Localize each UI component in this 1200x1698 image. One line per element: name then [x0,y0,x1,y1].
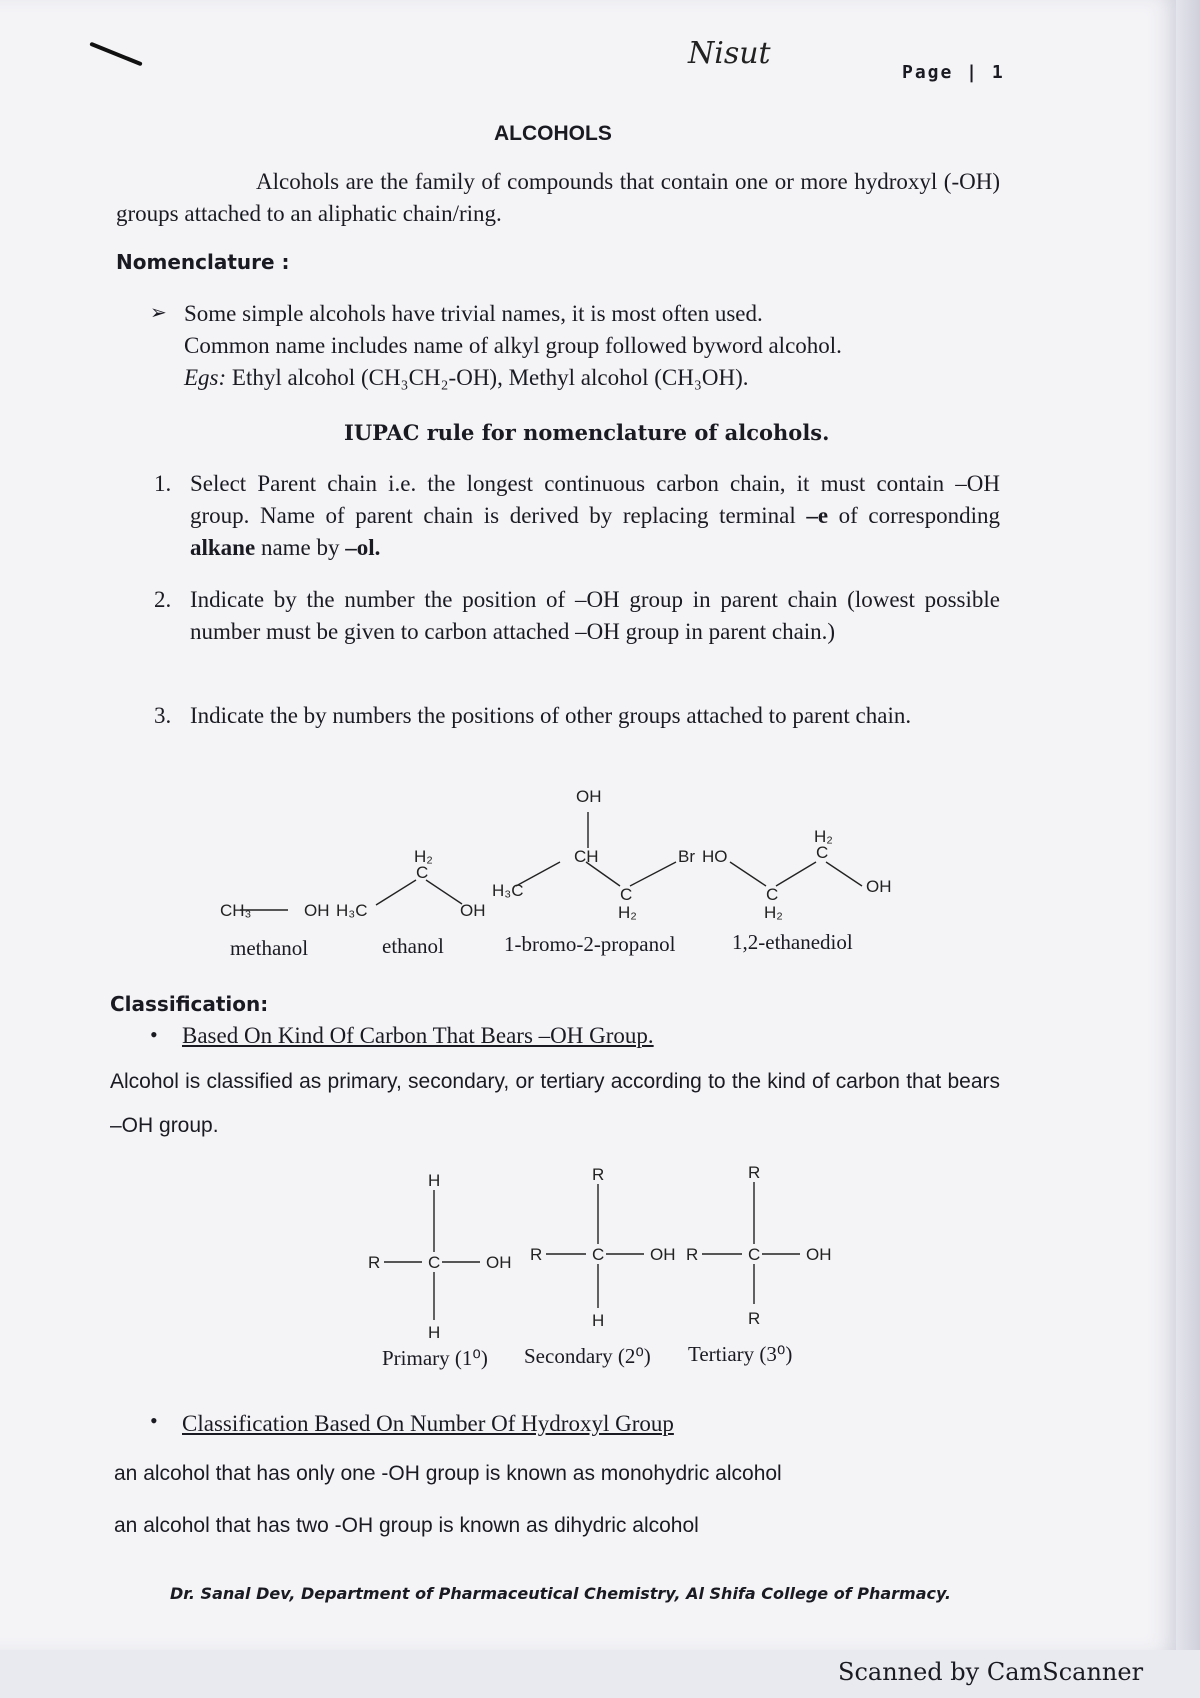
ethanol-c: C [416,863,429,882]
dihydric-line: an alcohol that has two -OH group is known as dihydric alcohol [114,1514,699,1537]
examples-text: Ethyl alcohol (CH₃CH₂-OH), Methyl alcohol (CH₃OH). [231,365,749,390]
rule-bold: –e [806,503,829,528]
rule-bold: –ol. [345,535,381,560]
iupac-rule-1 [154,468,1000,564]
primary-c: C [428,1253,441,1272]
classification-paragraph: Alcohol is classified as primary, secondary, or tertiary according to the kind of carbon that bears –OH group. [110,1070,1000,1137]
scanner-watermark: Scanned by CamScanner [838,1658,1144,1686]
rule-number: 2. [154,587,172,612]
secondary-r-top: R [592,1165,605,1184]
ethanediol-ho: HO [702,847,728,866]
classification-subheading-2: Classification Based On Number Of Hydroxyl Group [182,1411,674,1436]
caption-secondary: Secondary (2⁰) [524,1344,651,1368]
page-number: Page | 1 [902,62,1005,83]
caption-methanol: methanol [230,936,309,960]
nomenclature-bullet [184,298,998,394]
caption-tertiary: Tertiary (3⁰) [688,1342,793,1366]
ethanediol-c-top: C [816,843,829,862]
secondary-c: C [592,1245,605,1264]
ethanediol-h2-bottom: H₂ [764,903,783,920]
caption-bromopropanol: 1-bromo-2-propanol [504,932,676,956]
bullet-line-2: Common name includes name of alkyl group followed byword alcohol. [184,333,842,358]
classification-subheading-1: Based On Kind Of Carbon That Bears –OH Group. [182,1023,654,1048]
primary-oh: OH [486,1253,512,1272]
rule-text: name by [255,535,346,560]
page-footer: Dr. Sanal Dev, Department of Pharmaceutical Chemistry, Al Shifa College of Pharmacy. [170,1584,952,1603]
page-edge-shadow [1176,0,1200,1650]
monohydric-line: an alcohol that has only one -OH group is known as monohydric alcohol [114,1462,782,1485]
bromopropanol-h3c: H₃C [492,881,524,900]
iupac-heading: IUPAC rule for nomenclature of alcohols. [344,420,830,445]
tertiary-oh: OH [806,1245,832,1264]
bromopropanol-h2: H₂ [618,903,637,920]
tertiary-c: C [748,1245,761,1264]
ethanol-h2: H₂ [414,847,433,866]
alcohol-structures-diagram [200,780,900,920]
tertiary-r: R [686,1245,699,1264]
caption-ethanol: ethanol [382,934,444,958]
rule-number: 3. [154,703,172,728]
caption-primary: Primary (1⁰) [382,1346,488,1370]
rule-number: 1. [154,471,172,496]
ethanol-h3c: H₃C [336,901,368,920]
examples-label: Egs: [184,365,227,390]
primary-h-top: H [428,1171,441,1190]
nomenclature-heading: Nomenclature : [116,250,290,274]
methanol-oh: OH [304,901,330,920]
tertiary-r-top: R [748,1163,761,1182]
iupac-rule-2 [154,584,1000,648]
bullet-dot-icon: • [150,1408,158,1433]
rule-text: Indicate by the number the position of –OH group in parent chain (lowest possible number must be given to carbon attached –OH group in parent chain.) [190,587,1000,644]
ethanol-oh: OH [460,901,486,920]
caption-ethanediol: 1,2-ethanediol [732,930,853,954]
ethanediol-h2-top: H₂ [814,827,833,846]
ethanediol-oh: OH [866,877,892,896]
secondary-oh: OH [650,1245,676,1264]
page-title: ALCOHOLS [494,122,612,145]
rule-text: Select Parent chain i.e. the longest continuous carbon chain, it must contain –OH group. Name of parent chain is derived by replacing terminal [190,471,1000,528]
arrow-bullet-icon: ➢ [150,302,167,324]
methanol-ch3: CH₃ [220,901,252,920]
bullet-examples [184,362,998,394]
rule-bold: alkane [190,535,256,560]
bullet-dot-icon: • [150,1022,158,1047]
secondary-h-bottom: H [592,1311,605,1330]
iupac-rule-3 [154,700,1000,732]
bromopropanol-oh: OH [576,787,602,806]
bromopropanol-ch: CH [574,847,599,866]
primary-secondary-tertiary-diagram [360,1160,840,1340]
classification-heading: Classification: [110,992,269,1016]
tertiary-r-bottom: R [748,1309,761,1328]
bromopropanol-c: C [620,885,633,904]
secondary-r: R [530,1245,543,1264]
intro-paragraph: Alcohols are the family of compounds that contain one or more hydroxyl (-OH) groups attached to an aliphatic chain/ring. [116,169,1000,226]
bromopropanol-br: Br [678,847,695,866]
primary-h-bottom: H [428,1323,441,1340]
handwritten-note: Nisut [688,36,771,71]
rule-text: Indicate the by numbers the positions of other groups attached to parent chain. [190,703,912,728]
ethanediol-c: C [766,885,779,904]
bullet-line-1: Some simple alcohols have trivial names, it is most often used. [184,301,763,326]
primary-r: R [368,1253,381,1272]
rule-text: of corresponding [828,503,1000,528]
